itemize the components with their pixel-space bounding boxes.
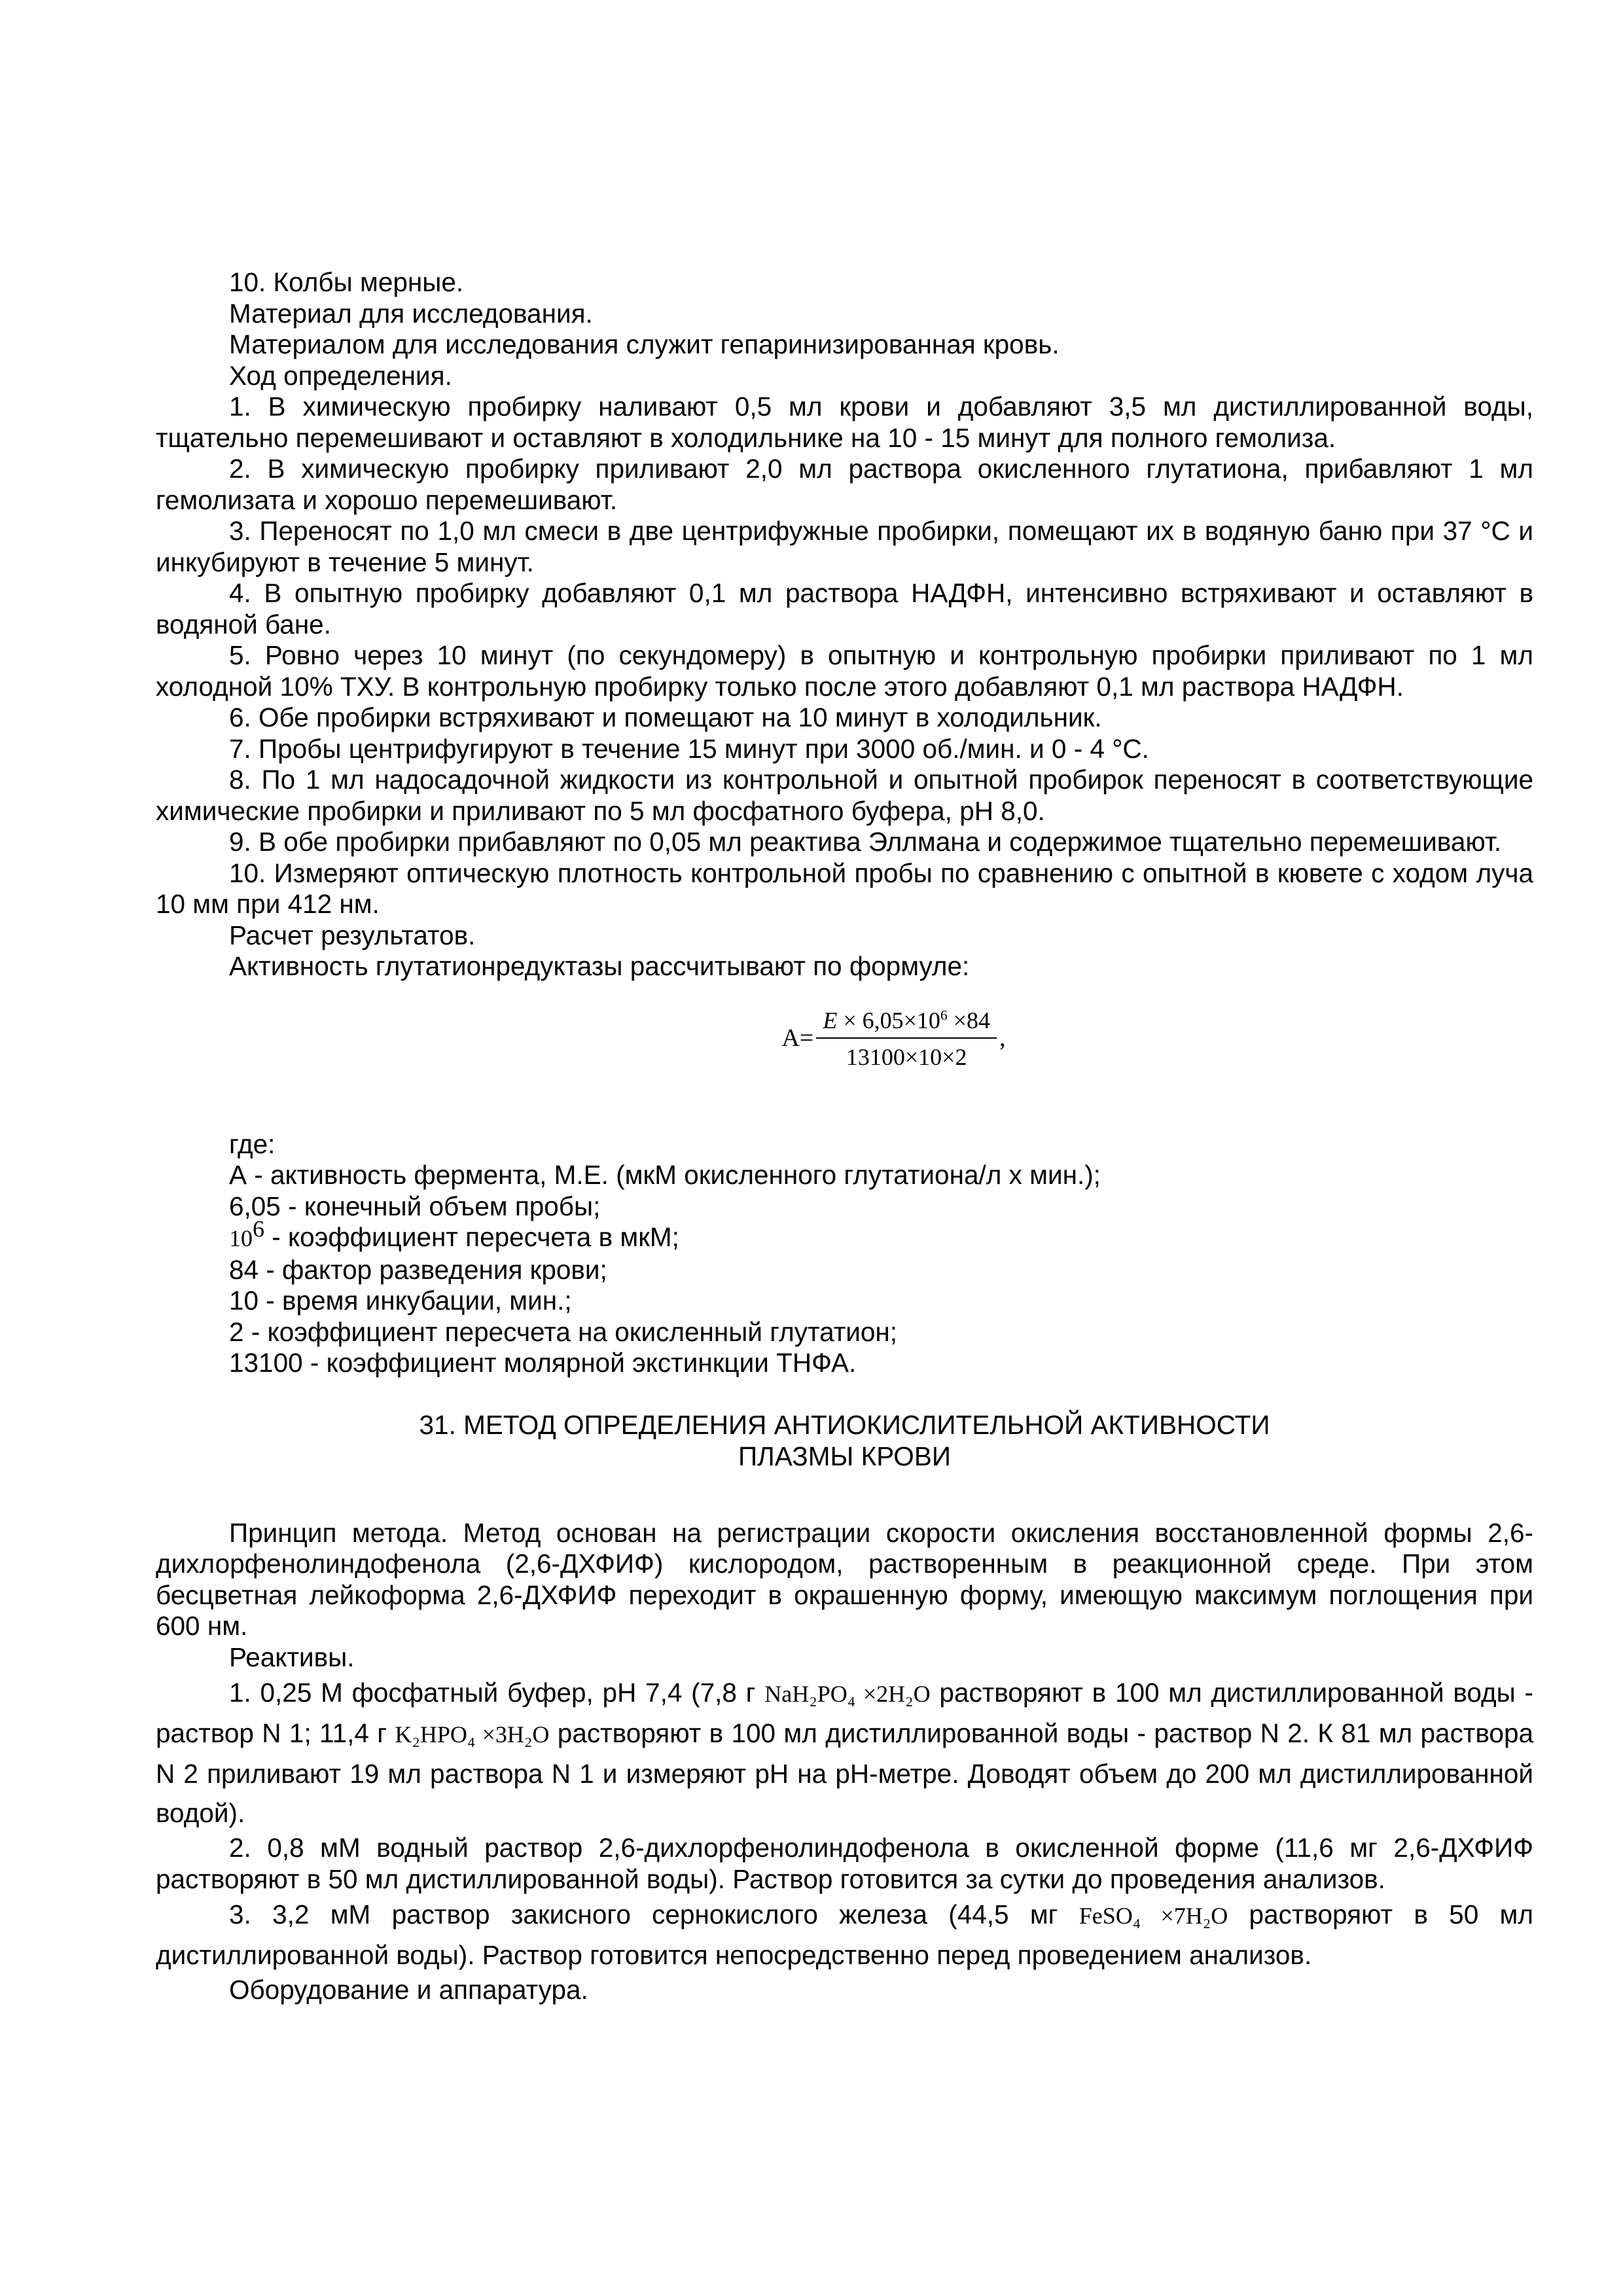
equipment-heading: Оборудование и аппаратура. xyxy=(229,1975,588,2005)
document-page xyxy=(156,267,1533,2006)
reagent-1-c: растворяют в 100 мл дистиллированной воды - раствор N 2. К 81 мл раствора N 2 приливают 19 мл раствора N 1 и измеряют рН на рН-метре. Доводят объем до 200 мл дистиллированной водой). xyxy=(156,1718,1534,1828)
reagents-heading: Реактивы. xyxy=(229,1641,355,1672)
procedure-step: 7. Пробы центрифугируют в течение 15 минут при 3000 об./мин. и 0 - 4 °С. xyxy=(229,733,1149,764)
reagent-2: 2. 0,8 мМ водный раствор 2,6-дихлорфенолиндофенола в окисленной форме (11,6 мг 2,6-ДХФИФ растворяют в 50 мл дистиллированной воды). Раствор готовится за сутки до проведения анализов. xyxy=(156,1833,1533,1894)
power-base: 10 xyxy=(229,1225,253,1251)
procedure-step: 4. В опытную пробирку добавляют 0,1 мл раствора НАДФН, интенсивно встряхивают и оставляют в водяной бане. xyxy=(156,578,1533,639)
legend-item: 6,05 - конечный объем пробы; xyxy=(229,1191,601,1221)
formula-fraction xyxy=(816,1006,997,1071)
procedure-step: 1. В химическую пробирку наливают 0,5 мл крови и добавляют 3,5 мл дистиллированной воды, тщательно перемешивают и оставляют в холодильнике на 10 - 15 минут для полного гемолиза. xyxy=(156,391,1533,453)
reagent-1-a: 1. 0,25 М фосфатный буфер, рН 7,4 (7,8 г xyxy=(229,1677,765,1708)
chem-formula-3: FeSO₄ ×7H₂O xyxy=(1079,1903,1228,1929)
procedure-heading: Ход определения. xyxy=(229,360,452,391)
section-title-line1: 31. МЕТОД ОПРЕДЕЛЕНИЯ АНТИОКИСЛИТЕЛЬНОЙ АКТИВНОСТИ xyxy=(419,1409,1270,1440)
reagent-3-b: растворяют в 50 мл дистиллированной воды). Раствор готовится непосредственно перед проведением анализов. xyxy=(156,1899,1534,1970)
legend-item: А - активность фермента, М.Е. (мкМ окисленного глутатиона/л х мин.); xyxy=(229,1160,1101,1190)
formula-lhs: А= xyxy=(781,1024,814,1052)
reagent-1 xyxy=(156,1673,1533,1833)
chem-formula-2: K₂HPO₄ ×3H₂O xyxy=(395,1721,550,1748)
power-text: - коэффициент пересчета в мкМ; xyxy=(264,1222,679,1252)
procedure-step: 6. Обе пробирки встряхивают и помещают на 10 минут в холодильник. xyxy=(229,702,1102,732)
legend-item: 84 - фактор разведения крови; xyxy=(229,1254,607,1285)
formula-num-mid: × 6,05×10 xyxy=(837,1007,940,1033)
material-text: Материалом для исследования служит гепаринизированная кровь. xyxy=(229,329,1060,359)
procedure-step: 3. Переносят по 1,0 мл смеси в две центрифужные пробирки, помещают их в водяную баню при 37 °С и инкубируют в течение 5 минут. xyxy=(156,516,1533,577)
formula-denominator: 13100×10×2 xyxy=(846,1043,967,1070)
procedure-step: 5. Ровно через 10 минут (по секундомеру) в опытную и контрольную пробирки приливают по 1 мл холодной 10% ТХУ. В контрольную пробирку только после этого добавляют 0,1 мл раствора НАДФН. xyxy=(156,640,1533,702)
where-label: где: xyxy=(229,1128,276,1159)
legend-item: 10 - время инкубации, мин.; xyxy=(229,1285,572,1316)
formula-numerator xyxy=(816,1006,997,1039)
chem-formula-1: NaH₂PO₄ ×2H₂O xyxy=(764,1681,931,1707)
formula-e: E xyxy=(823,1007,838,1033)
material-heading: Материал для исследования. xyxy=(229,298,593,329)
reagent-3-a: 3. 3,2 мМ раствор закисного сернокислого железа (44,5 мг xyxy=(229,1899,1079,1929)
legend-item: 2 - коэффициент пересчета на окисленный глутатион; xyxy=(229,1316,898,1347)
activity-formula xyxy=(156,998,1533,1079)
formula-comma: , xyxy=(999,1024,1006,1052)
procedure-step: 8. По 1 мл надосадочной жидкости из контрольной и опытной пробирок переносят в соответствующие химические пробирки и приливают по 5 мл фосфатного буфера, рН 8,0. xyxy=(156,764,1533,826)
procedure-step: 10. Измеряют оптическую плотность контрольной пробы по сравнению с опытной в кювете с ходом луча 10 мм при 412 нм. xyxy=(156,857,1533,919)
calc-heading: Расчет результатов. xyxy=(229,920,476,950)
legend-item: 13100 - коэффициент молярной экстинкции ТНФА. xyxy=(229,1348,857,1378)
formula-num-exp: 6 xyxy=(940,1007,948,1023)
power-exp: 6 xyxy=(253,1215,264,1242)
calc-intro: Активность глутатионредуктазы рассчитывают по формуле: xyxy=(229,951,970,981)
section-title-line2: ПЛАЗМЫ КРОВИ xyxy=(738,1441,951,1471)
method-principle: Принцип метода. Метод основан на регистрации скорости окисления восстановленной формы 2,6-дихлорфенолиндофенола (2,6-ДХФИФ) кислородом, растворенным в реакционной среде. При этом бесцветная лейкоформа 2,6-ДХФИФ переходит в окрашенную форму, имеющую максимум поглощения при 600 нм. xyxy=(156,1517,1533,1641)
reagent-1-b: растворяют в 100 мл дистиллированной воды - раствор N 1; 11,4 г xyxy=(156,1677,1533,1748)
item-flasks: 10. Колбы мерные. xyxy=(229,267,464,297)
formula-num-tail: ×84 xyxy=(947,1007,991,1033)
legend-item-power xyxy=(156,1215,1533,1255)
procedure-step: 2. В химическую пробирку приливают 2,0 мл раствора окисленного глутатиона, прибавляют 1 мл гемолизата и хорошо перемешивают. xyxy=(156,454,1533,515)
procedure-step: 9. В обе пробирки прибавляют по 0,05 мл реактива Эллмана и содержимое тщательно перемешивают. xyxy=(229,827,1502,857)
reagent-3 xyxy=(156,1895,1533,1975)
